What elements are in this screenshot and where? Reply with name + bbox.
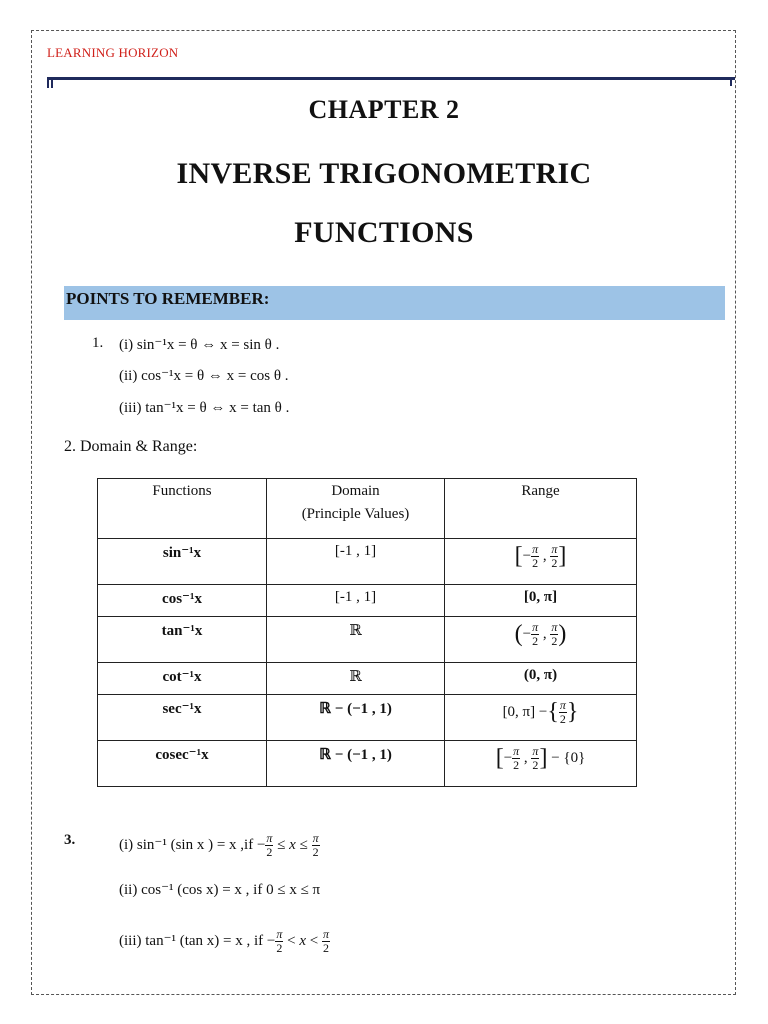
- section3-item-3: (iii) tan⁻¹ (tan x) = x , if − $\frac{\pi}{2}$ < x < $\frac{\pi}{2}$: [119, 927, 330, 955]
- domain-cell: [-1 , 1]: [267, 539, 445, 585]
- table-row: [98, 695, 637, 741]
- range-cell: [− $\frac{\pi}{2}$ , $\frac{\pi}{2}$ ] − {0}: [445, 741, 637, 787]
- fn-cell: cot⁻¹x: [98, 663, 267, 695]
- points-banner: [64, 286, 725, 320]
- point1-item-3: (iii) tan⁻¹x = θ ⇔ x = tan θ .: [119, 400, 290, 416]
- point1-item-1: (i) sin⁻¹x = θ ⇔ x = sin θ .: [119, 337, 280, 353]
- table-row: [98, 617, 637, 663]
- rule-tick-left: [47, 80, 53, 88]
- header-domain: Domain (Principle Values): [267, 479, 445, 539]
- fn-cell: tan⁻¹x: [98, 617, 267, 663]
- section3-item-2: (ii) cos⁻¹ (cos x) = x , if 0 ≤ x ≤ π: [119, 882, 321, 898]
- table-row: [98, 585, 637, 617]
- section3-number: 3.: [64, 832, 76, 848]
- header-functions: Functions: [98, 479, 267, 539]
- header-brand: LEARNING HORIZON: [47, 45, 179, 60]
- domain-range-table: [97, 478, 637, 787]
- range-cell: [0, π] −{ $\frac{\pi}{2}$ }: [445, 695, 637, 741]
- range-cell: [0, π]: [445, 585, 637, 617]
- range-cell: (− $\frac{\pi}{2}$ , $\frac{\pi}{2}$ ): [445, 617, 637, 663]
- banner-text: POINTS TO REMEMBER:: [66, 289, 270, 308]
- point1-item-2: (ii) cos⁻¹x = θ ⇔ x = cos θ .: [119, 368, 289, 384]
- range-cell: [− $\frac{\pi}{2}$ , $\frac{\pi}{2}$ ]: [445, 539, 637, 585]
- main-title-line1: INVERSE TRIGONOMETRIC: [176, 157, 592, 190]
- fn-cell: sec⁻¹x: [98, 695, 267, 741]
- main-title-line2: FUNCTIONS: [294, 216, 474, 249]
- fn-cell: cosec⁻¹x: [98, 741, 267, 787]
- header-rule: [47, 77, 735, 80]
- header-range: Range: [445, 479, 637, 539]
- table-row: [98, 741, 637, 787]
- point1-number: 1.: [92, 335, 104, 351]
- section2-heading: 2. Domain & Range:: [64, 438, 198, 455]
- table-row: [98, 539, 637, 585]
- rule-tick-right: [730, 80, 732, 86]
- section3-item-1: (i) sin⁻¹ (sin x ) = x ,if − $\frac{\pi}{2}$ ≤ x ≤ $\frac{\pi}{2}$: [119, 831, 319, 859]
- range-cell: (0, π): [445, 663, 637, 695]
- table-header-row: [98, 479, 637, 539]
- fn-cell: cos⁻¹x: [98, 585, 267, 617]
- domain-cell: ℝ: [267, 617, 445, 663]
- table-row: [98, 663, 637, 695]
- chapter-title: CHAPTER 2: [308, 95, 460, 124]
- domain-cell: [-1 , 1]: [267, 585, 445, 617]
- domain-cell: ℝ: [267, 663, 445, 695]
- domain-cell: ℝ − (−1 , 1): [267, 741, 445, 787]
- domain-cell: ℝ − (−1 , 1): [267, 695, 445, 741]
- fn-cell: sin⁻¹x: [98, 539, 267, 585]
